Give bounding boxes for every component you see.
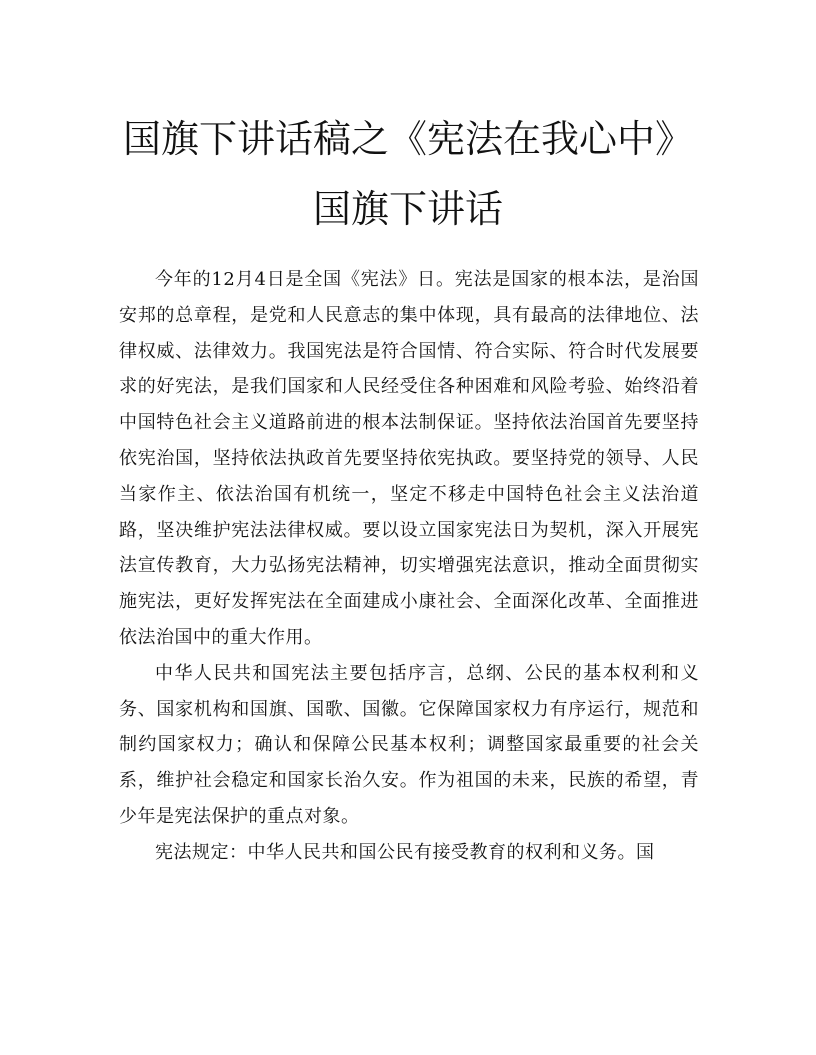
paragraph-1: 今年的12月4日是全国《宪法》日。宪法是国家的根本法，是治国安邦的总章程，是党和人民意志的集中体现，具有最高的法律地位、法律权威、法律效力。我国宪法是符合国情、符合实际、符合时代发展要求的好宪法，是我们国家和人民经受住各种困难和风险考验、始终沿着中国特色社会主义道路前进的根本法制保证。坚持依法治国首先要坚持依宪治国，坚持依法执政首先要坚持依宪执政。要坚持党的领导、人民当家作主、依法治国有机统一，坚定不移走中国特色社会主义法治道路，坚决维护宪法法律权威。要以设立国家宪法日为契机，深入开展宪法宣传教育，大力弘扬宪法精神，切实增强宪法意识，推动全面贯彻实施宪法，更好发挥宪法在全面建成小康社会、全面深化改革、全面推进依法治国中的重大作用。 xyxy=(119,269,699,648)
paragraph-2: 中华人民共和国宪法主要包括序言，总纲、公民的基本权利和义务、国家机构和国旗、国歌、国徽。它保障国家权力有序运行，规范和制约国家权力；确认和保障公民基本权利；调整国家最重要的社会关系，维护社会稳定和国家长治久安。作为祖国的未来，民族的希望，青少年是宪法保护的重点对象。 xyxy=(119,662,699,827)
document-title: 国旗下讲话稿之《宪法在我心中》国旗下讲话 xyxy=(122,117,693,231)
document-body xyxy=(119,262,699,871)
paragraph-3: 宪法规定：中华人民共和国公民有接受教育的权利和义务。国 xyxy=(155,841,655,863)
